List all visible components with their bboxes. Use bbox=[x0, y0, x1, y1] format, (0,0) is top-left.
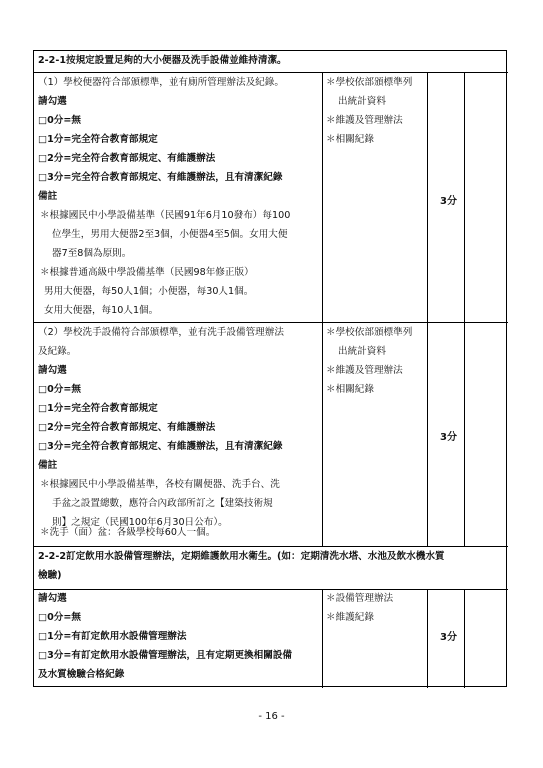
option-2: □2分=完全符合教育部規定、有維護辦法 bbox=[38, 422, 216, 433]
note-label: 備註 bbox=[38, 191, 58, 202]
note-line: ＊洗手（面）盆：各級學校每60人一個。 bbox=[40, 527, 216, 538]
item-2-heading: （2）學校洗手設備符合部頒標準，並有洗手設備管理辦法 bbox=[38, 327, 284, 338]
item-2-score: 3分 bbox=[440, 432, 457, 443]
section-title-2-2-1: 2-2-1按規定設置足夠的大小便器及洗手設備並維持清潔。 bbox=[38, 55, 287, 66]
section-title-2-2-2: 2-2-2訂定飲用水設備管理辦法，定期維護飲用水衛生。(如：定期清洗水塔、水池及飲水機水質 bbox=[38, 551, 445, 562]
reference-item: ＊相關紀錄 bbox=[326, 134, 374, 145]
reference-item: ＊維護及管理辦法 bbox=[326, 365, 403, 376]
option-0: □0分=無 bbox=[38, 115, 81, 126]
option-3: □3分=有訂定飲用水設備管理辦法，且有定期更換相關設備 bbox=[38, 650, 293, 661]
reference-item: ＊學校依部頒標準列 bbox=[326, 327, 413, 338]
column-divider bbox=[322, 589, 323, 688]
item-1-heading: （1）學校便器符合部頒標準，並有廁所管理辦法及紀錄。 bbox=[38, 77, 284, 88]
note-line: 位學生，男用大便器2至3個，小便器4至5個。女用大便 bbox=[52, 229, 288, 240]
option-3: □3分=完全符合教育部規定、有維護辦法，且有清潔紀錄 bbox=[38, 172, 283, 183]
option-3-cont: 及水質檢驗合格紀錄 bbox=[38, 669, 125, 680]
note-line: ＊根據普通高級中學設備基準（民國98年修正版） bbox=[40, 267, 254, 278]
reference-item: ＊設備管理辦法 bbox=[326, 593, 394, 604]
note-line: 則】之規定（民國100年6月30日公布）。 bbox=[52, 517, 228, 528]
column-divider bbox=[427, 589, 428, 688]
item-3-score: 3分 bbox=[440, 632, 457, 643]
option-1: □1分=完全符合教育部規定 bbox=[38, 403, 158, 414]
column-divider bbox=[464, 589, 465, 688]
reference-item: ＊維護及管理辦法 bbox=[326, 115, 403, 126]
option-0: □0分=無 bbox=[38, 612, 81, 623]
row-divider bbox=[34, 546, 508, 547]
row-divider bbox=[34, 72, 508, 73]
note-line: 器7至8個為原則。 bbox=[52, 248, 132, 259]
check-prompt: 請勾選 bbox=[38, 96, 67, 107]
reference-item: ＊維護紀錄 bbox=[326, 612, 374, 623]
note-line: 男用大便器，每50人1個；小便器，每30人1個。 bbox=[44, 286, 254, 297]
column-divider bbox=[322, 72, 323, 546]
check-prompt: 請勾選 bbox=[38, 365, 67, 376]
note-line: 女用大便器，每10人1個。 bbox=[44, 305, 159, 316]
item-2-heading-cont: 及紀錄。 bbox=[38, 346, 77, 357]
reference-item: ＊相關紀錄 bbox=[326, 384, 374, 395]
option-3: □3分=完全符合教育部規定、有維護辦法，且有清潔紀錄 bbox=[38, 441, 283, 452]
column-divider bbox=[464, 72, 465, 546]
row-divider bbox=[34, 589, 508, 590]
section-title-2-2-2-cont: 檢驗) bbox=[38, 570, 62, 581]
note-line: ＊根據國民中小學設備基準，各校有關便器、洗手台、洗 bbox=[40, 479, 280, 490]
check-prompt: 請勾選 bbox=[38, 593, 67, 604]
option-1: □1分=完全符合教育部規定 bbox=[38, 134, 158, 145]
reference-item: 出統計資料 bbox=[338, 346, 386, 357]
option-2: □2分=完全符合教育部規定、有維護辦法 bbox=[38, 153, 216, 164]
row-divider bbox=[34, 322, 508, 323]
reference-item: ＊學校依部頒標準列 bbox=[326, 77, 413, 88]
option-1: □1分=有訂定飲用水設備管理辦法 bbox=[38, 631, 187, 642]
option-0: □0分=無 bbox=[38, 384, 81, 395]
note-line: 手盆之設置總數，應符合內政部所訂之【建築技術規 bbox=[52, 498, 273, 509]
note-line: ＊根據國民中小學設備基準（民國91年6月10發布）每100 bbox=[40, 210, 291, 221]
note-label: 備註 bbox=[38, 460, 58, 471]
item-1-score: 3分 bbox=[440, 196, 457, 207]
page-number: - 16 - bbox=[258, 711, 285, 722]
reference-item: 出統計資料 bbox=[338, 96, 386, 107]
column-divider bbox=[427, 72, 428, 546]
